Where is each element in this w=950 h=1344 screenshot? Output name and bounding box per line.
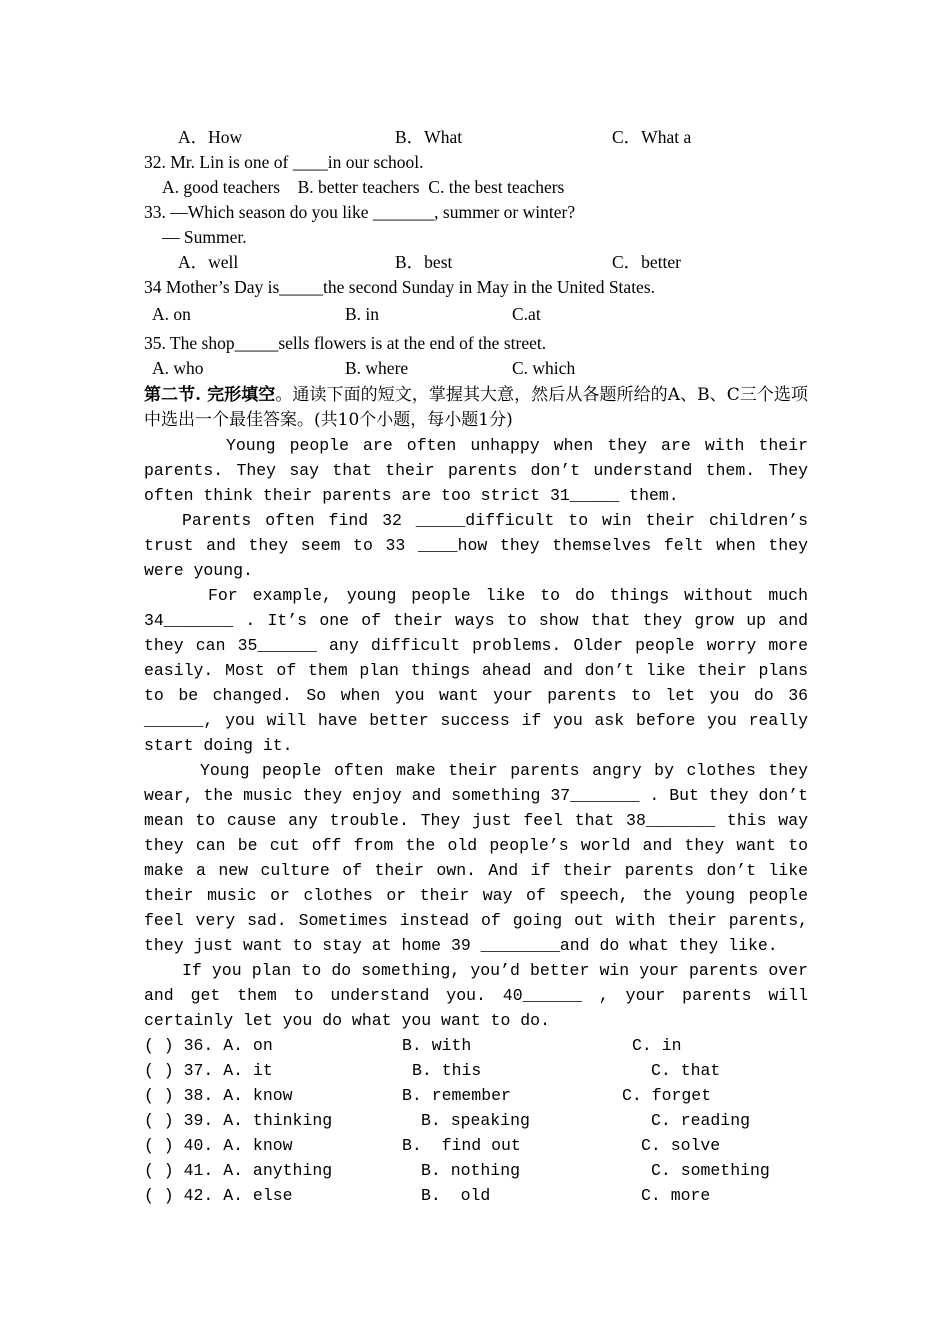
choice-37-c: C. that (651, 1061, 721, 1080)
choice-39-a: ( ) 39. A. thinking (144, 1111, 333, 1130)
choice-36-a: ( ) 36. A. on (144, 1036, 273, 1055)
choice-41-a: ( ) 41. A. anything (144, 1161, 333, 1180)
q35-options (144, 356, 808, 381)
exam-page (144, 125, 808, 1208)
choice-row-41 (144, 1158, 808, 1183)
q32-options: A. good teachers B. better teachers C. the best teachers (162, 177, 565, 197)
passage-paragraph-1: Young people are often unhappy when they are with their parents. They say that their parents don’t understand them. They often think their parents are too strict 31_____ them. (144, 436, 808, 505)
choice-row-42 (144, 1183, 808, 1208)
q32-stem: 32. Mr. Lin is one of ____in our school. (144, 152, 424, 172)
choice-37-a: ( ) 37. A. it (144, 1061, 273, 1080)
passage-paragraph-3: For example, young people like to do things without much 34_______ . It’s one of their ways to show that they grow up and they can 35______ any difficult problems. Older people worry more easily. Most of them plan things ahead and don’t like their plans to be changed. So when you want your parents to let you do 36 ______, you will have better success if you ask before you really start doing it. (144, 586, 808, 755)
choice-40-b: B. find out (402, 1136, 521, 1155)
q31-options (144, 125, 808, 150)
choice-40-c: C. solve (641, 1136, 721, 1155)
q31-option-c: C．What a (612, 127, 692, 147)
q33-options (144, 250, 808, 275)
passage-paragraph-2: Parents often find 32 _____difficult to win their children’s trust and they seem to 33 ____how they themselves felt when they were young. (144, 511, 808, 580)
choice-row-38 (144, 1083, 808, 1108)
q35-option-b: B. where (345, 358, 409, 378)
passage-paragraph-5: If you plan to do something, you’d better win your parents over and get them to understand you. 40______ , your parents will certainly let you do what you want to do. (144, 961, 808, 1030)
q31-option-b: B．What (395, 127, 463, 147)
q33-option-a: A．well (178, 252, 239, 272)
q33-reply: — Summer. (162, 227, 247, 247)
q34-stem: 34 Mother’s Day is_____the second Sunday in May in the United States. (144, 277, 656, 297)
q34-options (144, 300, 808, 329)
choice-38-c: C. forget (622, 1086, 712, 1105)
q34-option-a: A. on (152, 304, 191, 324)
choice-row-40 (144, 1133, 808, 1158)
choice-41-c: C. something (651, 1161, 770, 1180)
choice-42-b: B. old (421, 1186, 491, 1205)
choice-39-c: C. reading (651, 1111, 751, 1130)
choice-41-b: B. nothing (421, 1161, 521, 1180)
q33-option-c: C．better (612, 252, 682, 272)
choice-38-b: B. remember (402, 1086, 511, 1105)
choice-row-39 (144, 1108, 808, 1133)
choice-42-c: C. more (641, 1186, 711, 1205)
choice-42-a: ( ) 42. A. else (144, 1186, 293, 1205)
choice-row-37 (144, 1058, 808, 1083)
q35-stem: 35. The shop_____sells flowers is at the end of the street. (144, 333, 547, 353)
section-2-heading (144, 383, 808, 433)
q35-option-a: A. who (152, 358, 204, 378)
choice-40-a: ( ) 40. A. know (144, 1136, 293, 1155)
q33-option-b: B．best (395, 252, 453, 272)
q31-option-a: A．How (178, 127, 243, 147)
choice-37-b: B. this (412, 1061, 482, 1080)
choice-39-b: B. speaking (421, 1111, 530, 1130)
q33-stem: 33. —Which season do you like _______, summer or winter? (144, 202, 576, 222)
q34-option-b: B. in (345, 304, 380, 324)
choice-36-c: C. in (632, 1036, 682, 1055)
section-2-instructions: 。通读下面的短文，掌握其大意，然后从各题所给的A、B、C三个选项中选出一个最佳答案。(共10个小题，每小题1分) (144, 385, 808, 430)
section-2-title: 第二节. 完形填空 (144, 385, 276, 405)
choice-36-b: B. with (402, 1036, 472, 1055)
q34-option-c: C.at (512, 304, 541, 324)
passage-paragraph-4: Young people often make their parents angry by clothes they wear, the music they enjoy and something 37_______ . But they don’t mean to cause any trouble. They just feel that 38_______ this way they can be cut off from the old people’s world and they want to make a new culture of their own. And if their parents don’t like their music or clothes or their way of speech, the young people feel very sad. Sometimes instead of going out with their parents, they just want to stay at home 39 ________and do what they like. (144, 761, 808, 955)
choice-row-36 (144, 1033, 808, 1058)
q35-option-c: C. which (512, 358, 576, 378)
choice-38-a: ( ) 38. A. know (144, 1086, 293, 1105)
